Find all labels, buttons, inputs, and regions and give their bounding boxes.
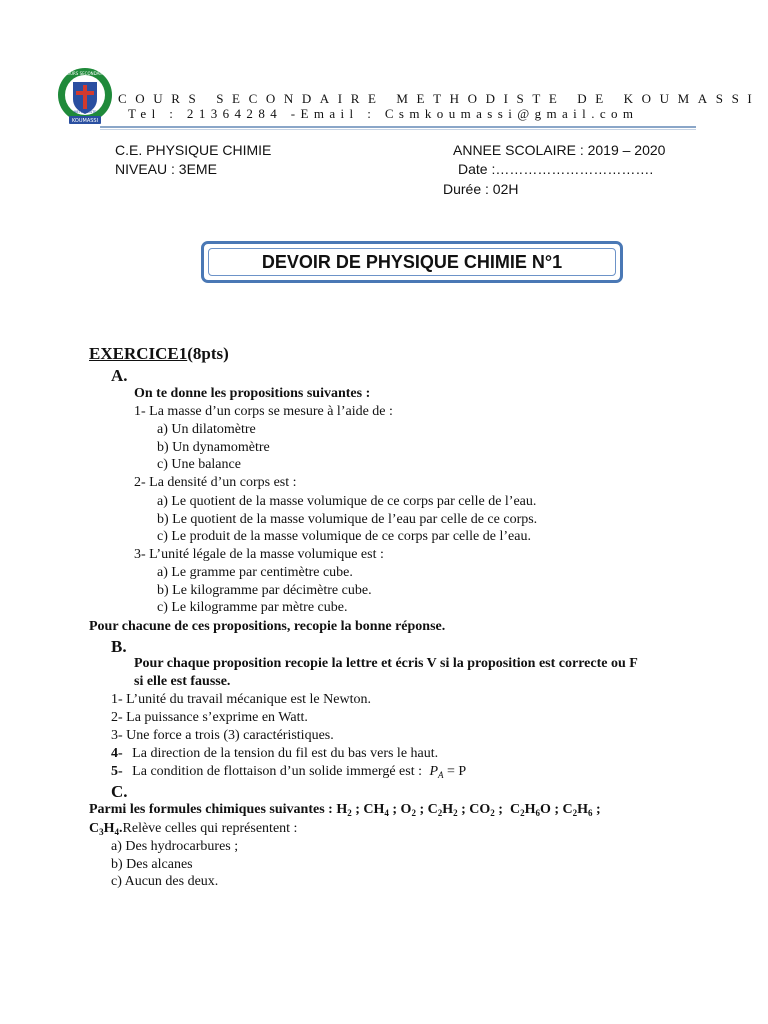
part-c-option-a: a) Des hydrocarbures ;: [111, 839, 239, 854]
statement-5-text: La condition de flottaison d’un solide immergé est :: [132, 764, 422, 779]
header-divider-light: [100, 129, 696, 130]
q2-option-b: b) Le quotient de la masse volumique de l’eau par celle de ce corps.: [157, 512, 538, 527]
exercise-points: (8pts): [187, 344, 229, 363]
school-name: COURS SECONDAIRE METHODISTE DE KOUMASSI: [118, 91, 761, 106]
level-label: NIVEAU : 3EME: [115, 161, 217, 177]
statement-4-text: La direction de la tension du fil est du bas vers le haut.: [132, 746, 439, 761]
part-b-instruction-2: si elle est fausse.: [134, 674, 231, 689]
q3-option-b: b) Le kilogramme par décimètre cube.: [157, 583, 372, 598]
svg-text:KOUMASSI: KOUMASSI: [71, 118, 99, 124]
formula-p: P: [429, 764, 439, 779]
statement-5: [111, 764, 466, 780]
statement-4-number: 4-: [111, 746, 123, 761]
part-a-label: A.: [111, 366, 128, 385]
part-c-intro: Parmi les formules chimiques suivantes : $H_2$ ; $CH_4$ ; $O_2$ ; $C_2H_2$ ; $CO_2$ ; $C_2H_6O$ ; $C_2H_6$ ;: [89, 802, 601, 818]
page-title: DEVOIR DE PHYSIQUE CHIMIE N°1: [208, 248, 616, 276]
q2-option-c: c) Le produit de la masse volumique de ce corps par celle de l’eau.: [157, 529, 531, 544]
part-c-option-c: c) Aucun des deux.: [111, 874, 219, 889]
part-b-label: B.: [111, 637, 127, 656]
statement-2: 2- La puissance s’exprime en Watt.: [111, 710, 308, 725]
flotation-formula: [429, 764, 466, 779]
q1-option-b: b) Un dynamomètre: [157, 440, 270, 455]
duration-label: Durée : 02H: [443, 181, 519, 197]
formula-rest: = P: [443, 764, 467, 779]
q2-option-a: a) Le quotient de la masse volumique de ce corps par celle de l’eau.: [157, 494, 537, 509]
part-a-intro: On te donne les propositions suivantes :: [134, 386, 371, 401]
exercise-title: EXERCICE1: [89, 344, 188, 363]
statement-3: 3- Une force a trois (3) caractéristiques.: [111, 728, 334, 743]
q1-option-a: a) Un dilatomètre: [157, 422, 256, 437]
question-2: 2- La densité d’un corps est :: [134, 475, 297, 490]
school-year: ANNEE SCOLAIRE : 2019 – 2020: [453, 142, 666, 158]
school-contact: Tel : 21364284 -Email : Csmkoumassi@gmail.com: [128, 106, 639, 121]
school-logo: [56, 66, 114, 128]
part-c-option-b: b) Des alcanes: [111, 857, 193, 872]
part-a-instruction: Pour chacune de ces propositions, recopie la bonne réponse.: [89, 619, 446, 634]
svg-text:METHODISTE: METHODISTE: [73, 110, 97, 114]
q3-option-a: a) Le gramme par centimètre cube.: [157, 565, 353, 580]
exercise-heading: [89, 344, 229, 364]
subject-label: C.E. PHYSIQUE CHIMIE: [115, 142, 272, 158]
part-b-instruction-1: Pour chaque proposition recopie la lettre et écris V si la proposition est correcte ou F: [134, 656, 638, 671]
date-field: Date :…………………………….: [458, 161, 654, 177]
statement-5-number: 5-: [111, 764, 123, 779]
part-c-intro-cont: $C_3H_4.Relève$ celles qui représentent :: [89, 821, 298, 837]
part-c-intro-prefix: Parmi les formules chimiques suivantes :: [89, 802, 333, 817]
header-divider: [100, 126, 696, 128]
svg-text:COURS SECONDAIRE: COURS SECONDAIRE: [64, 71, 106, 76]
statement-4: [111, 746, 438, 762]
statement-1: 1- L’unité du travail mécanique est le Newton.: [111, 692, 371, 707]
q3-option-c: c) Le kilogramme par mètre cube.: [157, 600, 348, 615]
question-3: 3- L’unité légale de la masse volumique est :: [134, 547, 384, 562]
formula-sub-a: A: [438, 770, 444, 780]
part-c-label: C.: [111, 782, 128, 801]
question-1: 1- La masse d’un corps se mesure à l’aide de :: [134, 404, 393, 419]
part-c-intro-suffix: Relève celles qui représentent :: [122, 821, 298, 836]
q1-option-c: c) Une balance: [157, 457, 241, 472]
title-box: [201, 241, 623, 283]
